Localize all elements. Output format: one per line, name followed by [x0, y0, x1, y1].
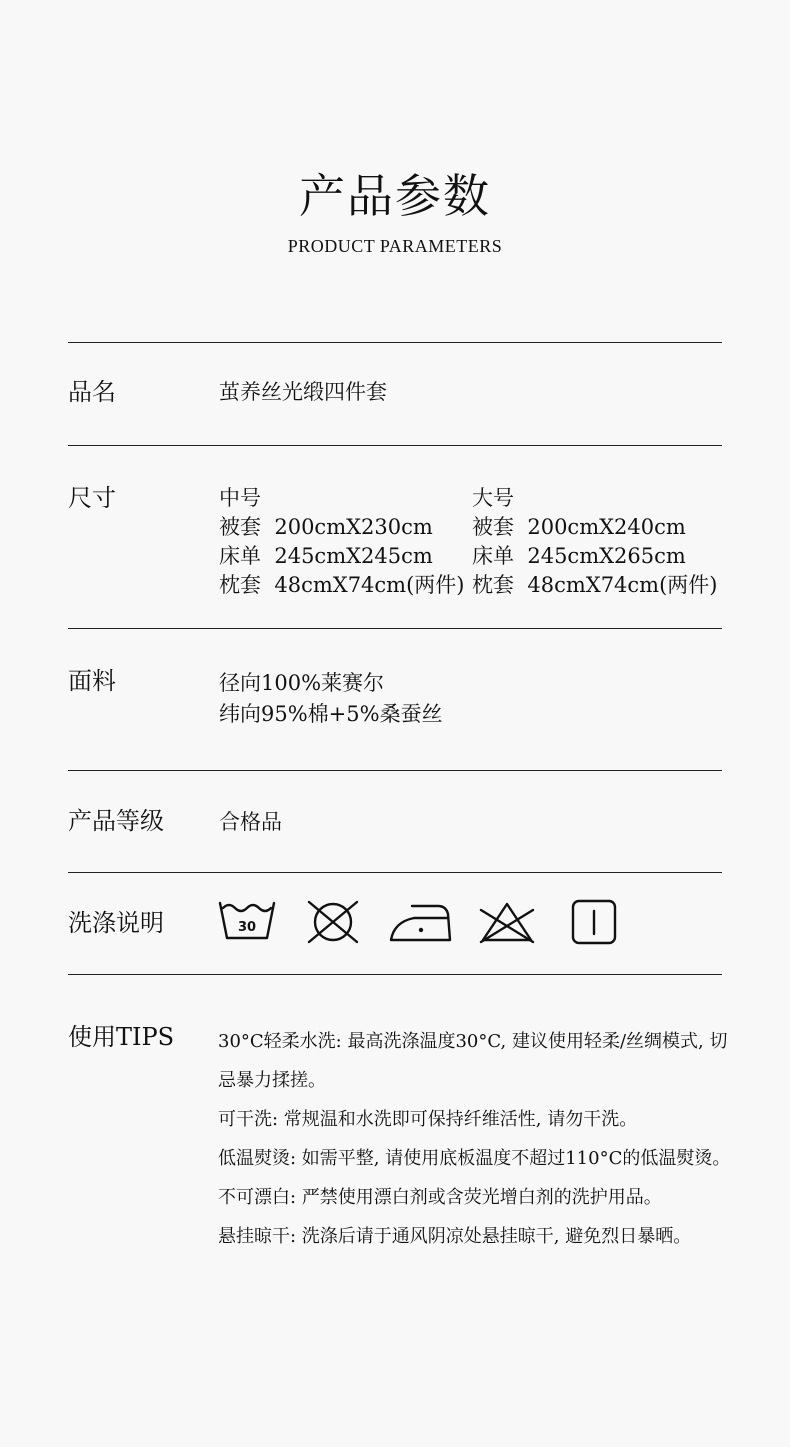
grade-value: 合格品 [219, 810, 282, 834]
fabric-line: 径向100%莱赛尔 [219, 671, 385, 695]
grade-label: 产品等级 [68, 807, 164, 835]
tip-item: 不可漂白: 严禁使用漂白剂或含荧光增白剂的洗护用品。 [218, 1187, 662, 1208]
divider [68, 770, 722, 771]
wash-temp-text: 30 [237, 920, 257, 935]
no-bleach-icon [477, 898, 537, 944]
tip-item: 低温熨烫: 如需平整, 请使用底板温度不超过110°C的低温熨烫。 [218, 1148, 731, 1169]
size-medium [219, 484, 464, 600]
tip-item: 悬挂晾干: 洗涤后请于通风阴凉处悬挂晾干, 避免烈日暴晒。 [218, 1226, 692, 1247]
tips-label: 使用TIPS [68, 1023, 175, 1051]
fabric-label: 面料 [68, 667, 116, 695]
size-large-line: 床单 245cmX265cm [472, 544, 686, 568]
size-medium-line: 床单 245cmX245cm [219, 544, 433, 568]
name-label: 品名 [68, 378, 116, 406]
tip-item: 30°C轻柔水洗: 最高洗涤温度30°C, 建议使用轻柔/丝绸模式, 切忌暴力揉搓。 [218, 1031, 728, 1091]
no-tumble-dry-icon [305, 898, 361, 944]
divider [68, 974, 722, 975]
page-subtitle: PRODUCT PARAMETERS [287, 236, 503, 256]
fabric-line: 纬向95%棉+5%桑蚕丝 [219, 702, 443, 726]
wash-30-icon [217, 898, 277, 944]
name-value: 茧养丝光缎四件套 [219, 380, 387, 404]
size-large-line: 被套 200cmX240cm [472, 515, 686, 539]
care-label: 洗涤说明 [68, 909, 164, 937]
page-title: 产品参数 [299, 169, 491, 223]
divider [68, 445, 722, 446]
tips-list [218, 1022, 738, 1256]
size-medium-heading: 中号 [219, 486, 261, 510]
iron-low-icon [388, 898, 454, 944]
divider [68, 872, 722, 873]
size-label: 尺寸 [68, 484, 116, 512]
hang-dry-icon [570, 898, 618, 946]
size-medium-line: 被套 200cmX230cm [219, 515, 433, 539]
size-large-heading: 大号 [472, 486, 514, 510]
size-large [472, 484, 717, 600]
divider [68, 628, 722, 629]
fabric-value [219, 668, 443, 730]
tip-item: 可干洗: 常规温和水洗即可保持纤维活性, 请勿干洗。 [218, 1109, 638, 1130]
size-medium-line: 枕套 48cmX74cm(两件) [219, 573, 465, 597]
size-large-line: 枕套 48cmX74cm(两件) [472, 573, 718, 597]
divider [68, 342, 722, 343]
